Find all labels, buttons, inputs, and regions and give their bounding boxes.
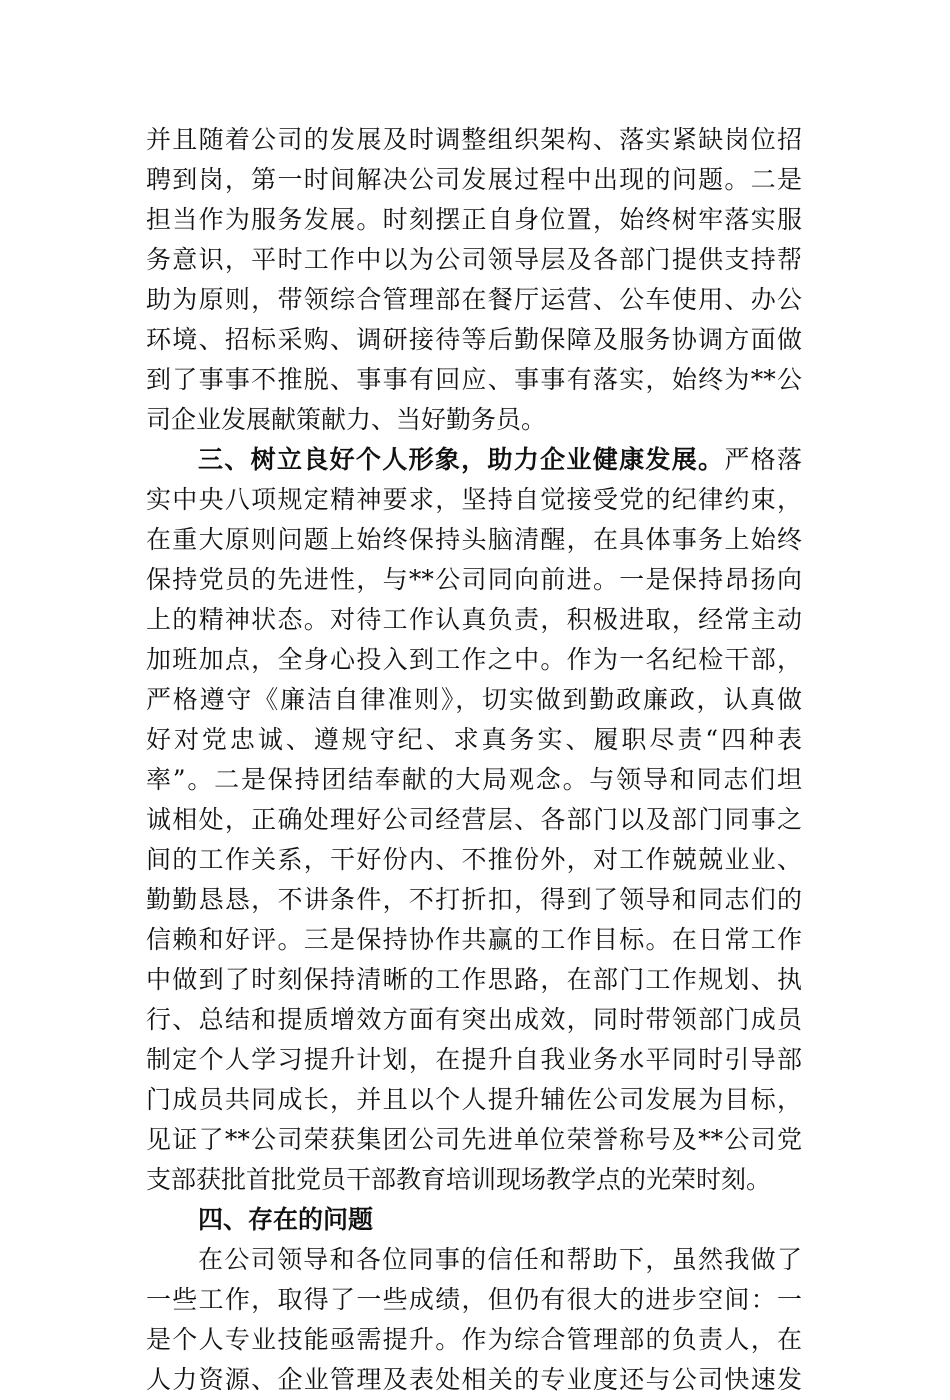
text-line: 率”。二是保持团结奉献的大局观念。与领导和同志们坦 xyxy=(146,765,802,794)
text-line: 上的精神状态。对待工作认真负责，积极进取，经常主动 xyxy=(146,605,802,634)
text-line: 到了事事不推脱、事事有回应、事事有落实，始终为**公 xyxy=(146,365,802,394)
text-line: 一些工作，取得了一些成绩，但仍有很大的进步空间：一 xyxy=(146,1285,802,1314)
text-line: 制定个人学习提升计划，在提升自我业务水平同时引导部 xyxy=(146,1045,802,1074)
text-line: 见证了**公司荣获集团公司先进单位荣誉称号及**公司党 xyxy=(146,1125,802,1154)
text-line: 聘到岗，第一时间解决公司发展过程中出现的问题。二是 xyxy=(146,165,802,194)
text-line: 实中央八项规定精神要求，坚持自觉接受党的纪律约束， xyxy=(146,485,802,514)
text-line: 勤勤恳恳，不讲条件，不打折扣，得到了领导和同志们的 xyxy=(146,885,802,914)
text-line: 在重大原则问题上始终保持头脑清醒，在具体事务上始终 xyxy=(146,525,802,554)
text-line: 好对党忠诚、遵规守纪、求真务实、履职尽责“四种表 xyxy=(146,725,802,754)
text-line: 司企业发展献策献力、当好勤务员。 xyxy=(146,405,547,434)
text-line: 严格遵守《廉洁自律准则》，切实做到勤政廉政，认真做 xyxy=(146,685,802,714)
section-3-first-line-text: 严格落 xyxy=(724,445,802,474)
text-line: 担当作为服务发展。时刻摆正自身位置，始终树牢落实服 xyxy=(146,205,802,234)
text-line: 间的工作关系，干好份内、不推份外，对工作兢兢业业、 xyxy=(146,845,802,874)
section-4-heading: 四、存在的问题 xyxy=(198,1205,374,1234)
text-line: 行、总结和提质增效方面有突出成效，同时带领部门成员 xyxy=(146,1005,802,1034)
text-line: 并且随着公司的发展及时调整组织架构、落实紧缺岗位招 xyxy=(146,125,802,154)
text-line: 在公司领导和各位同事的信任和帮助下，虽然我做了 xyxy=(198,1245,802,1274)
text-line: 门成员共同成长，并且以个人提升辅佐公司发展为目标， xyxy=(146,1085,802,1114)
text-line: 中做到了时刻保持清晰的工作思路，在部门工作规划、执 xyxy=(146,965,802,994)
text-line: 环境、招标采购、调研接待等后勤保障及服务协调方面做 xyxy=(146,325,802,354)
document-body xyxy=(146,120,806,1400)
text-line: 诚相处，正确处理好公司经营层、各部门以及部门同事之 xyxy=(146,805,802,834)
text-line: 是个人专业技能亟需提升。作为综合管理部的负责人，在 xyxy=(146,1325,802,1354)
text-line: 助为原则，带领综合管理部在餐厅运营、公车使用、办公 xyxy=(146,285,802,314)
text-line: 加班加点，全身心投入到工作之中。作为一名纪检干部， xyxy=(146,645,802,674)
text-line: 人力资源、企业管理及表处相关的专业度还与公司快速发 xyxy=(146,1365,802,1394)
section-3-heading: 三、树立良好个人形象，助力企业健康发展。 xyxy=(198,445,725,474)
text-line: 信赖和好评。三是保持协作共赢的工作目标。在日常工作 xyxy=(146,925,802,954)
text-line: 支部获批首批党员干部教育培训现场教学点的光荣时刻。 xyxy=(146,1165,772,1194)
text-line: 保持党员的先进性，与**公司同向前进。一是保持昂扬向 xyxy=(146,565,802,594)
section-3-first-line xyxy=(146,440,802,480)
text-line: 务意识，平时工作中以为公司领导层及各部门提供支持帮 xyxy=(146,245,802,274)
